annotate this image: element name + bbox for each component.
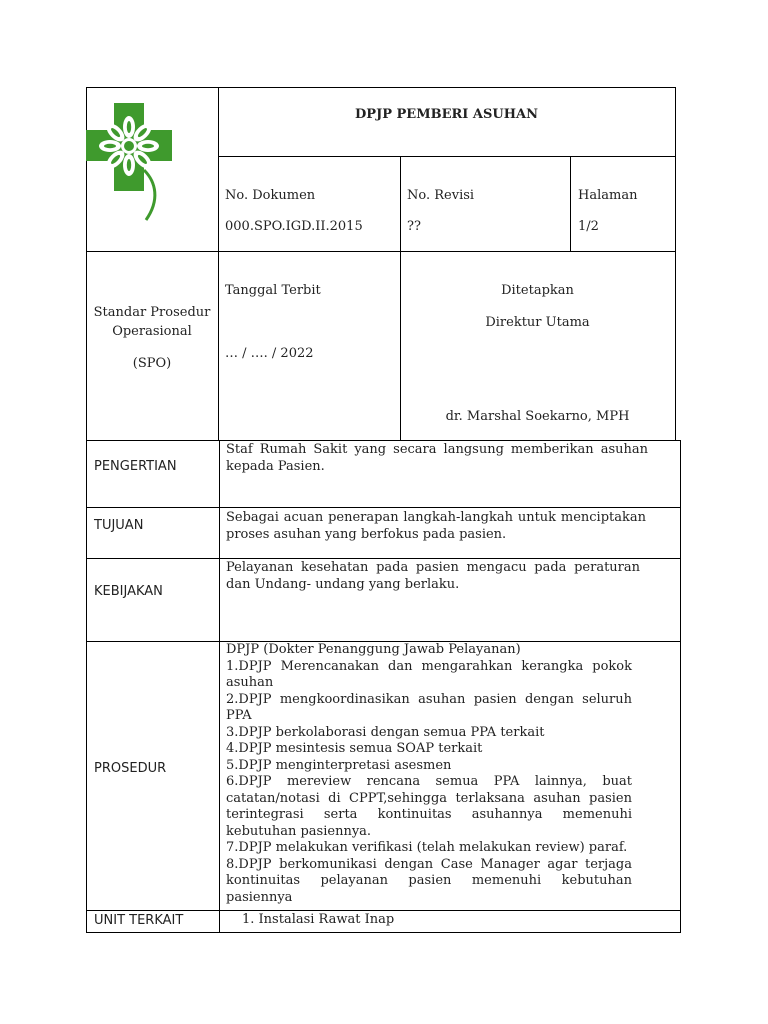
prosedur-item: 4.DPJP mesintesis semua SOAP terkait	[226, 741, 483, 756]
pengertian-label: PENGERTIAN	[94, 459, 177, 474]
prosedur-item: 2.DPJP mengkoordinasikan asuhan pasien dengan seluruh PPA	[226, 691, 632, 723]
ditetapkan-label: Ditetapkan	[501, 283, 574, 298]
tanggal-terbit-label: Tanggal Terbit	[225, 283, 321, 298]
tujuan-label: TUJUAN	[94, 518, 144, 533]
unit-terkait-label: UNIT TERKAIT	[94, 913, 184, 928]
no-dokumen-label: No. Dokumen	[225, 188, 316, 203]
spo-title-line3: (SPO)	[132, 356, 172, 371]
spo-title-line2: Operasional	[112, 324, 192, 339]
hospital-logo	[84, 100, 176, 224]
prosedur-item: 1.DPJP Merencanakan dan mengarahkan kerangka pokok asuhan	[226, 658, 632, 690]
kebijakan-text: Pelayanan kesehatan pada pasien mengacu pada peraturan dan Undang- undang yang berlaku.	[226, 560, 640, 592]
prosedur-item: 8.DPJP berkomunikasi dengan Case Manager agar terjaga kontinuitas pelayanan pasien memenuhi kebutuhan pasiennya	[226, 856, 632, 905]
prosedur-item: 5.DPJP menginterpretasi asesmen	[226, 757, 452, 773]
unit-terkait-item: 1. Instalasi Rawat Inap	[242, 912, 395, 927]
tanggal-terbit-value: … / …. / 2022	[225, 346, 314, 361]
halaman-value: 1/2	[578, 219, 599, 234]
signatory-name: dr. Marshal Soekarno, MPH	[445, 409, 630, 424]
prosedur-item: 7.DPJP melakukan verifikasi (telah melakukan review) paraf.	[226, 840, 628, 855]
pengertian-text: Staf Rumah Sakit yang secara langsung memberikan asuhan kepada Pasien.	[226, 442, 648, 474]
document-title: DPJP PEMBERI ASUHAN	[355, 107, 538, 122]
direktur-label: Direktur Utama	[485, 315, 590, 330]
no-revisi-value: ??	[407, 219, 421, 234]
green-cross-flower-icon	[86, 103, 172, 220]
halaman-label: Halaman	[578, 188, 638, 203]
prosedur-item: 3.DPJP berkolaborasi dengan semua PPA terkait	[226, 724, 545, 740]
no-revisi-label: No. Revisi	[407, 188, 475, 203]
prosedur-label: PROSEDUR	[94, 761, 167, 776]
no-dokumen-value: 000.SPO.IGD.II.2015	[225, 219, 363, 234]
kebijakan-label: KEBIJAKAN	[94, 584, 163, 599]
prosedur-item: 6.DPJP mereview rencana semua PPA lainnya, buat catatan/notasi di CPPT,sehingga terlaksana asuhan pasien terintegrasi serta kontinuitas asuhannya memenuhi kebutuhan pasiennya.	[226, 774, 632, 839]
prosedur-intro: DPJP (Dokter Penanggung Jawab Pelayanan)	[226, 642, 521, 657]
tujuan-text: Sebagai acuan penerapan langkah-langkah untuk menciptakan proses asuhan yang berfokus pada pasien.	[226, 510, 646, 542]
prosedur-content	[226, 642, 632, 906]
spo-title-line1: Standar Prosedur	[93, 305, 211, 320]
